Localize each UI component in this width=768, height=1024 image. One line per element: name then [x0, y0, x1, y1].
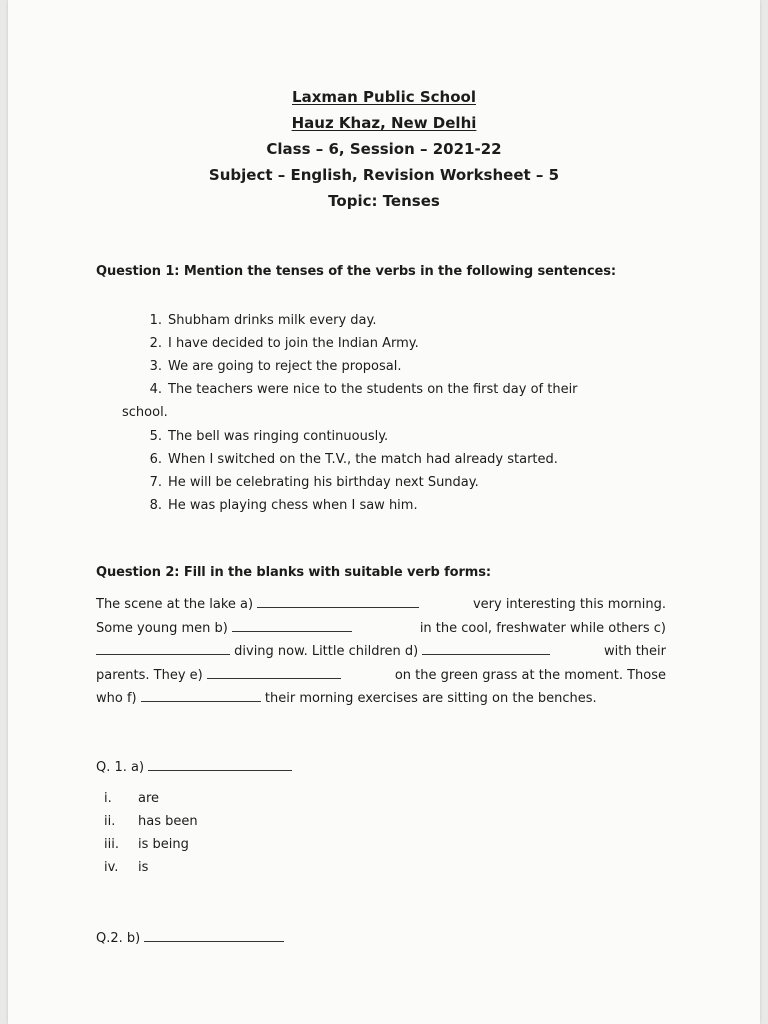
option-text: is being	[138, 837, 189, 852]
item-number: 7.	[149, 475, 162, 490]
item-text: I have decided to join the Indian Army.	[168, 336, 419, 351]
option-numeral: i.	[104, 791, 112, 806]
list-item	[138, 429, 388, 444]
paragraph-text: their morning exercises are sitting on the benches.	[264, 691, 597, 706]
option-text: are	[138, 791, 160, 806]
answer-blank-a[interactable]	[148, 758, 292, 771]
paragraph-text: diving now. Little children d)	[234, 644, 419, 659]
item-number: 4.	[149, 382, 162, 397]
paragraph-line	[96, 619, 666, 643]
worksheet-page	[8, 0, 760, 1024]
list-item-continuation	[122, 405, 168, 420]
option-item	[104, 837, 189, 852]
list-item	[138, 498, 418, 513]
paragraph-text: on the green grass at the moment. Those	[394, 667, 666, 683]
option-text: has been	[138, 814, 198, 829]
paragraph-text: with their	[603, 644, 666, 659]
item-text: school.	[122, 405, 168, 420]
item-number: 3.	[149, 359, 162, 374]
paragraph-line	[96, 595, 666, 619]
paragraph-text: in the cool, freshwater while others c)	[419, 620, 666, 636]
blank-a[interactable]	[257, 595, 419, 608]
item-number: 1.	[149, 313, 162, 328]
blank-e[interactable]	[207, 666, 341, 679]
blank-c[interactable]	[96, 642, 230, 655]
item-text: The bell was ringing continuously.	[168, 429, 389, 444]
paragraph-text: very interesting this morning.	[472, 597, 666, 612]
item-text: We are going to reject the proposal.	[168, 359, 402, 374]
item-number: 2.	[149, 336, 162, 351]
option-numeral: iv.	[104, 860, 119, 875]
question-1-title: Question 1: Mention the tenses of the verbs in the following sentences:	[96, 264, 617, 279]
item-text: When I switched on the T.V., the match had already started.	[168, 452, 558, 467]
list-item	[138, 313, 376, 328]
option-item	[104, 814, 198, 829]
option-item	[104, 860, 148, 875]
list-item	[138, 359, 401, 374]
mcq-1-label	[96, 758, 292, 775]
blank-f[interactable]	[141, 689, 261, 702]
list-item	[138, 382, 578, 397]
paragraph-text: who f)	[96, 691, 137, 706]
item-number: 8.	[149, 498, 162, 513]
topic-line: Topic: Tenses	[328, 192, 440, 210]
item-number: 5.	[149, 429, 162, 444]
paragraph-text: Some young men b)	[96, 620, 228, 636]
option-numeral: ii.	[104, 814, 116, 829]
school-location: Hauz Khaz, New Delhi	[291, 114, 477, 132]
item-text: He was playing chess when I saw him.	[168, 498, 418, 513]
subject-line: Subject – English, Revision Worksheet – 5	[208, 166, 560, 184]
question-2-title: Question 2: Fill in the blanks with suitable verb forms:	[96, 565, 491, 580]
worksheet-header	[8, 84, 760, 214]
school-name: Laxman Public School	[292, 88, 476, 106]
blank-d[interactable]	[422, 642, 550, 655]
item-number: 6.	[149, 452, 162, 467]
answer-blank-b[interactable]	[144, 929, 284, 942]
mcq-label-text: Q. 1. a)	[96, 760, 145, 775]
mcq-label-text: Q.2. b)	[96, 931, 141, 946]
blank-b[interactable]	[232, 619, 352, 632]
list-item	[138, 475, 479, 490]
item-text: He will be celebrating his birthday next Sunday.	[168, 475, 479, 490]
paragraph-text: parents. They e)	[96, 667, 203, 683]
fill-in-paragraph	[96, 595, 666, 713]
item-text: The teachers were nice to the students on the first day of their	[168, 382, 578, 397]
item-text: Shubham drinks milk every day.	[168, 313, 377, 328]
class-session: Class – 6, Session – 2021-22	[266, 140, 502, 158]
option-item	[104, 791, 159, 806]
list-item	[138, 452, 558, 467]
paragraph-line	[96, 642, 666, 666]
paragraph-line	[96, 666, 666, 690]
option-numeral: iii.	[104, 837, 119, 852]
paragraph-text: The scene at the lake a)	[96, 597, 254, 612]
list-item	[138, 336, 419, 351]
mcq-2-label	[96, 929, 284, 946]
option-text: is	[138, 860, 149, 875]
paragraph-line	[96, 689, 666, 713]
